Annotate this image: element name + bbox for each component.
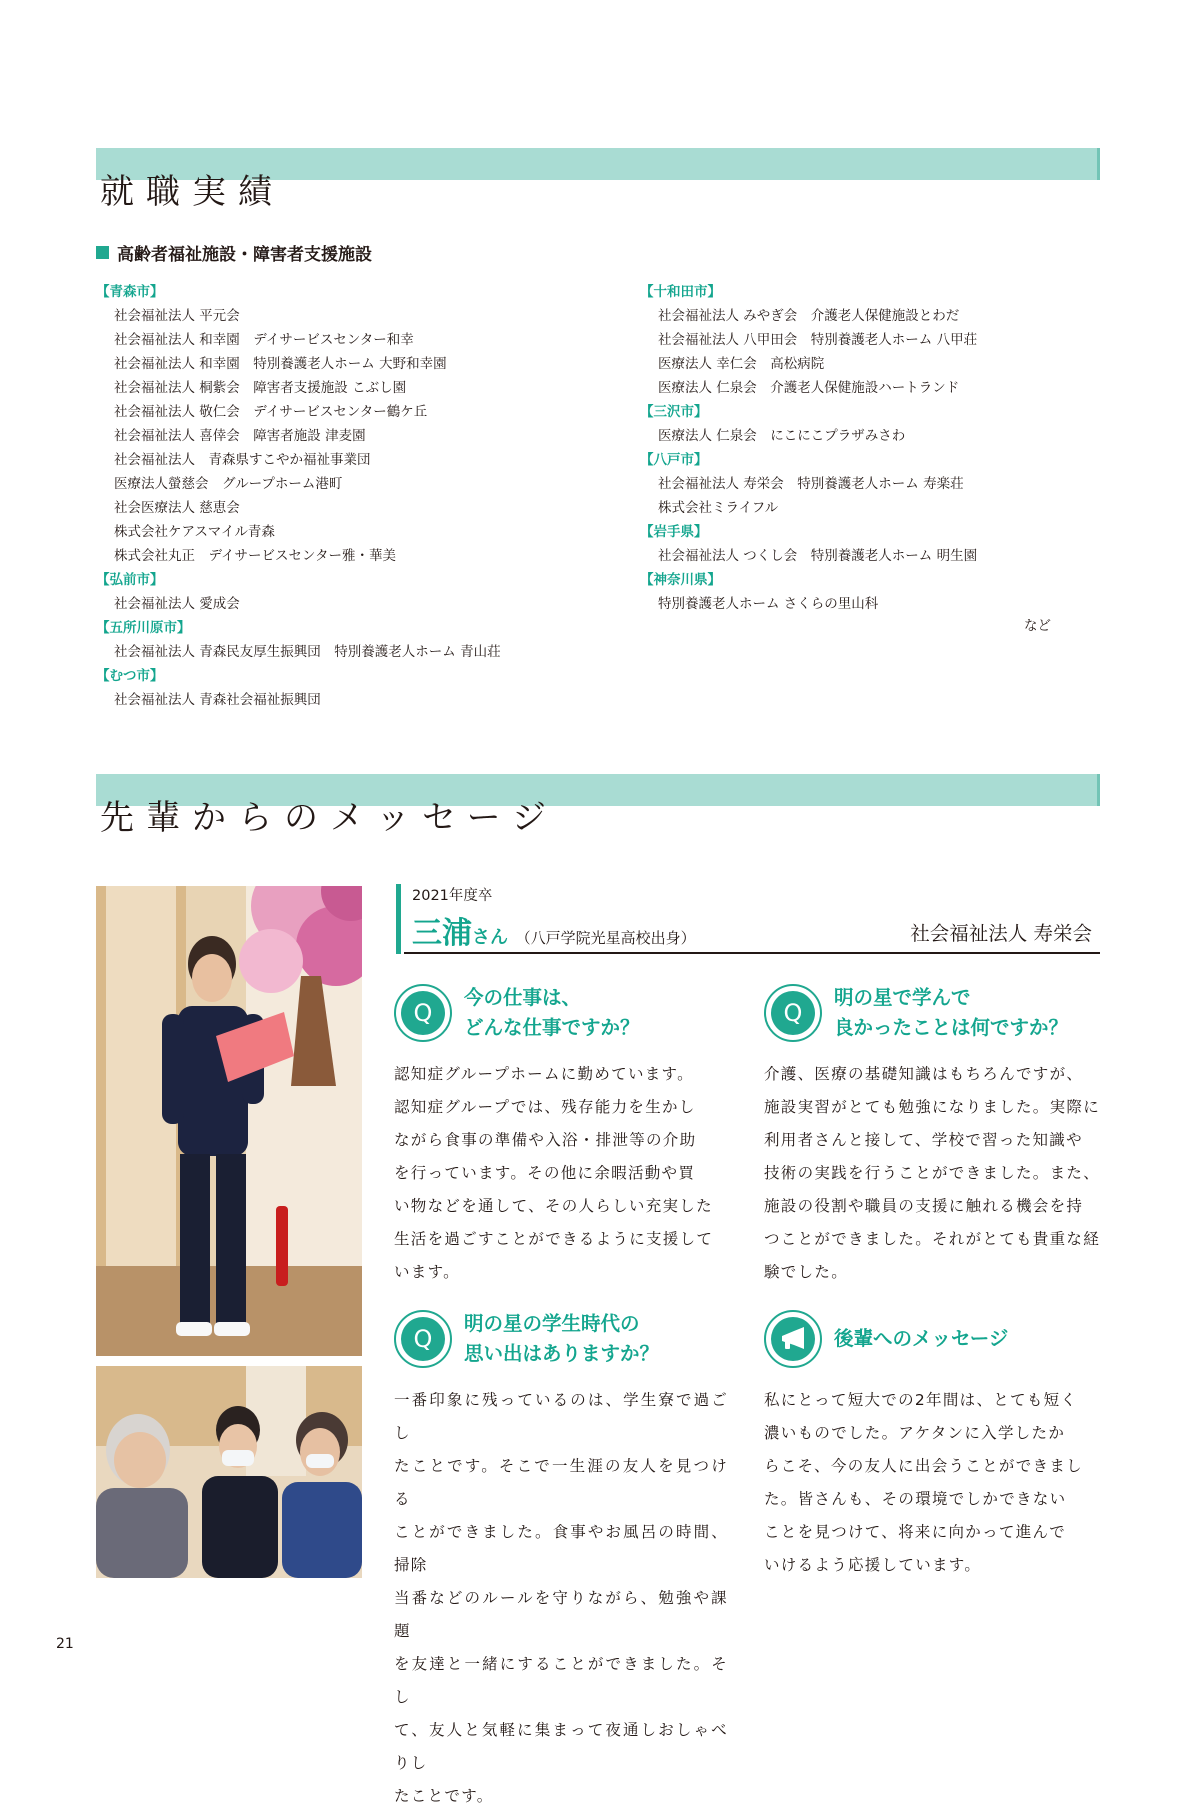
region-label: 【岩手県】: [640, 524, 708, 540]
residents-photo: [96, 1366, 362, 1578]
employer-entry: 社会福祉法人 敬仁会 デイサービスセンター鶴ケ丘: [114, 404, 428, 420]
answer-line: います。: [394, 1263, 460, 1281]
qa-title-line: 明の星で学んで: [834, 986, 971, 1009]
question-icon: [764, 984, 822, 1042]
honorific: さん: [472, 927, 508, 948]
employer-entry: 社会福祉法人 青森県すこやか福祉事業団: [114, 452, 371, 468]
answer-line: 技術の実践を行うことができました。また、: [764, 1164, 1101, 1182]
qa-title-line: 明の星の学生時代の: [464, 1312, 640, 1335]
icon-inner: Q: [401, 991, 445, 1035]
megaphone-icon: [764, 1310, 822, 1368]
qa-header: [394, 1306, 728, 1372]
employer-entry: 社会福祉法人 つくし会 特別養護老人ホーム 明生園: [658, 548, 978, 564]
profile-underline: [404, 952, 1100, 954]
qa-title-line: 思い出はありますか？: [464, 1342, 660, 1365]
profile-accent-bar: [396, 884, 401, 954]
employer-entry: 株式会社ミライフル: [658, 500, 779, 516]
answer-line: 施設の役割や職員の支援に触れる機会を持: [764, 1197, 1084, 1215]
employer-entry: 医療法人 幸仁会 高松病院: [658, 356, 825, 372]
answer-line: ながら食事の準備や入浴・排泄等の介助: [394, 1131, 697, 1149]
page-number: 21: [56, 1636, 74, 1652]
employer-entry: 社会福祉法人 桐紫会 障害者支援施設 こぶし園: [114, 380, 407, 396]
answer-line: 介護、医療の基礎知識はもちろんですが、: [764, 1065, 1084, 1083]
answer-line: たことです。そこで一生涯の友人を見つける: [394, 1457, 728, 1508]
employer-entry: 社会福祉法人 青森社会福祉振興団: [114, 692, 321, 708]
answer-line: て、友人と気軽に集まって夜通しおしゃべりし: [394, 1721, 728, 1772]
employer-entry: 社会福祉法人 和幸園 デイサービスセンター和幸: [114, 332, 414, 348]
student-name: 三浦: [412, 916, 472, 951]
answer-line: い物などを通して、その人らしい充実した: [394, 1197, 713, 1215]
qa-title: [834, 1324, 1008, 1354]
employer-entry: 社会医療法人 慈恵会: [114, 500, 240, 516]
employer-entry: 社会福祉法人 喜倖会 障害者施設 津麦園: [114, 428, 366, 444]
employer-entry: 社会福祉法人 寿栄会 特別養護老人ホーム 寿楽荘: [658, 476, 964, 492]
qa-message-to-juniors: [764, 1306, 1100, 1582]
region-label: 【三沢市】: [640, 404, 708, 420]
qa-student-memories: [394, 1306, 728, 1813]
answer-line: 利用者さんと接して、学校で習った知識や: [764, 1131, 1083, 1149]
employer-list-right: [640, 280, 977, 616]
question-icon: [394, 1310, 452, 1368]
qa-title: [834, 983, 1068, 1043]
region-label: 【十和田市】: [640, 284, 721, 300]
category-heading: [96, 240, 372, 265]
qa-answer: [394, 1384, 728, 1813]
answer-line: 認知症グループホームに勤めています。: [394, 1065, 694, 1083]
employer-entry: 社会福祉法人 愛成会: [114, 596, 240, 612]
answer-line: ことを見つけて、将来に向かって進んで: [764, 1523, 1067, 1541]
answer-line: を行っています。その他に余暇活動や買: [394, 1164, 696, 1182]
employer-entry: 特別養護老人ホーム さくらの里山科: [658, 596, 879, 612]
student-photo-illustration: [96, 886, 362, 1356]
answer-line: いけるよう応援しています。: [764, 1556, 982, 1574]
employer-entry: 社会福祉法人 平元会: [114, 308, 240, 324]
qa-title-line: 良かったことは何ですか？: [834, 1016, 1069, 1039]
answer-line: 験でした。: [764, 1263, 849, 1281]
qa-header: [764, 1306, 1100, 1372]
category-label: 高齢者福祉施設・障害者支援施設: [117, 245, 372, 265]
icon-inner: Q: [771, 991, 815, 1035]
answer-line: 当番などのルールを守りながら、勉強や課題: [394, 1589, 728, 1640]
answer-line: 施設実習がとても勉強になりました。実際に: [764, 1098, 1101, 1116]
employer-entry: 社会福祉法人 和幸園 特別養護老人ホーム 大野和幸園: [114, 356, 447, 372]
answer-line: た。皆さんも、その環境でしかできない: [764, 1490, 1067, 1508]
answer-line: 濃いものでした。アケタンに入学したか: [764, 1424, 1066, 1442]
region-label: 【弘前市】: [96, 572, 164, 588]
student-photo: [96, 886, 362, 1356]
student-name-line: [412, 908, 696, 952]
employment-title: 就職実績: [100, 172, 284, 212]
profile-header: [396, 884, 1100, 954]
grad-year: 2021年度卒: [412, 888, 493, 904]
region-label: 【むつ市】: [96, 668, 164, 684]
employer-entry: 医療法人 仁泉会 にこにこプラザみさわ: [658, 428, 906, 444]
region-label: 【青森市】: [96, 284, 164, 300]
region-label: 【八戸市】: [640, 452, 708, 468]
question-icon: [394, 984, 452, 1042]
employer-entry: 社会福祉法人 みやぎ会 介護老人保健施設とわだ: [658, 308, 960, 324]
answer-line: 私にとって短大での2年間は、とても短く: [764, 1391, 1078, 1409]
answer-line: ことができました。食事やお風呂の時間、掃除: [394, 1523, 728, 1574]
answer-line: 一番印象に残っているのは、学生寮で過ごし: [394, 1391, 728, 1442]
square-bullet-icon: [96, 246, 109, 259]
region-label: 【五所川原市】: [96, 620, 191, 636]
residents-photo-illustration: [96, 1366, 362, 1578]
etc-note: など: [1024, 618, 1051, 634]
qa-answer: [764, 1384, 1100, 1582]
qa-header: [394, 980, 728, 1046]
qa-title-line: どんな仕事ですか？: [464, 1016, 640, 1039]
qa-title: [464, 983, 640, 1043]
qa-answer: [394, 1058, 728, 1289]
employer-name: 社会福祉法人 寿栄会: [910, 922, 1092, 945]
employer-list-left: [96, 280, 501, 712]
message-title: 先輩からのメッセージ: [100, 798, 558, 838]
answer-line: つことができました。それがとても貴重な経: [764, 1230, 1101, 1248]
qa-header: [764, 980, 1100, 1046]
employer-entry: 株式会社ケアスマイル青森: [114, 524, 275, 540]
icon-inner: Q: [401, 1317, 445, 1361]
qa-title-line: 後輩へのメッセージ: [834, 1327, 1009, 1350]
answer-line: 認知症グループでは、残存能力を生かし: [394, 1098, 696, 1116]
qa-current-work: [394, 980, 728, 1289]
qa-title-line: 今の仕事は、: [464, 986, 582, 1009]
employer-entry: 医療法人螢慈会 グループホーム港町: [114, 476, 343, 492]
answer-line: らこそ、今の友人に出会うことができまし: [764, 1457, 1083, 1475]
answer-line: 生活を過ごすことができるように支援して: [394, 1230, 714, 1248]
qa-title: [464, 1309, 659, 1369]
school-origin: （八戸学院光星高校出身）: [515, 929, 696, 947]
region-label: 【神奈川県】: [640, 572, 721, 588]
qa-answer: [764, 1058, 1100, 1289]
employer-entry: 医療法人 仁泉会 介護老人保健施設ハートランド: [658, 380, 960, 396]
employer-entry: 社会福祉法人 八甲田会 特別養護老人ホーム 八甲荘: [658, 332, 978, 348]
answer-line: を友達と一緒にすることができました。そし: [394, 1655, 728, 1706]
qa-good-learning: [764, 980, 1100, 1289]
employer-entry: 株式会社丸正 デイサービスセンター雅・華美: [114, 548, 397, 564]
answer-line: たことです。: [394, 1787, 494, 1805]
icon-inner: [771, 1317, 815, 1361]
employer-entry: 社会福祉法人 青森民友厚生振興団 特別養護老人ホーム 青山荘: [114, 644, 501, 660]
